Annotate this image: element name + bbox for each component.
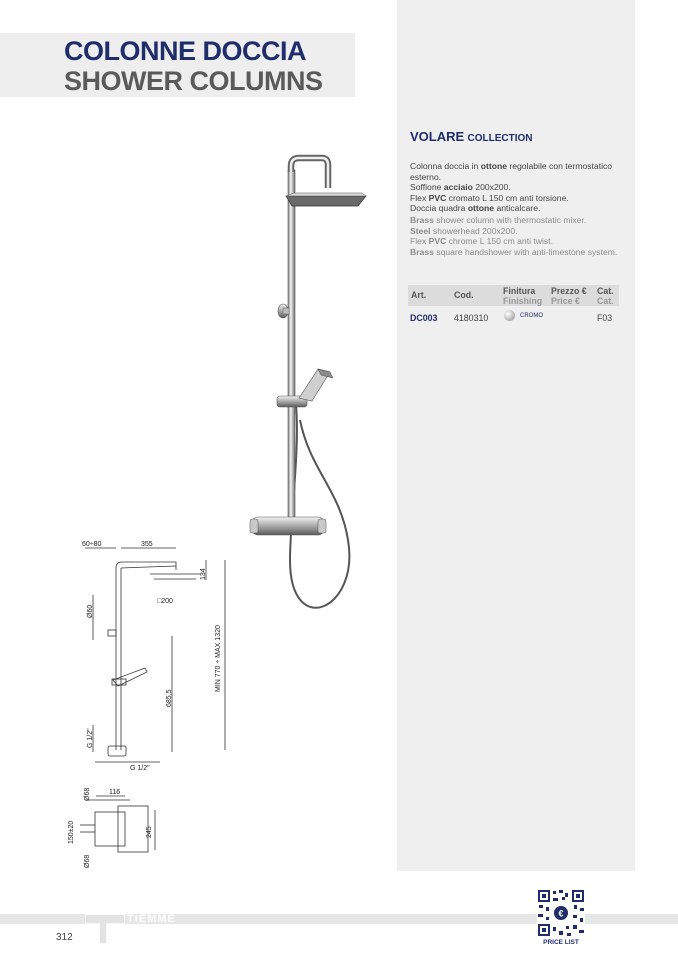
qr-code-icon[interactable] xyxy=(537,889,585,937)
header-price: Prezzo € Price € xyxy=(551,286,587,306)
dim-thread-horizontal: G 1/2" xyxy=(130,765,150,772)
description-english xyxy=(410,215,620,257)
brand-name: TIEMME xyxy=(127,913,176,925)
dim-mixer-depth: 116 xyxy=(109,789,121,796)
row-art: DC003 xyxy=(410,313,438,323)
dim-offset: 60÷80 xyxy=(82,541,102,548)
desc-line: Soffione acciaio 200x200. xyxy=(410,182,511,193)
collection-word: COLLECTION xyxy=(467,133,533,144)
desc-line: Flex PVC cromato L 150 cm anti torsione. xyxy=(410,192,569,203)
collection-heading xyxy=(410,129,533,144)
desc-line: Steel showerhead 200x200. xyxy=(410,225,518,236)
qr-label: PRICE LIST xyxy=(543,939,579,946)
dim-mixer-height: 245 xyxy=(146,826,153,838)
dim-thread-vertical: G 1/2" xyxy=(87,728,94,748)
page-number: 312 xyxy=(56,932,73,943)
row-cat: F03 xyxy=(597,313,613,323)
chrome-finish-swatch-icon xyxy=(504,310,515,321)
header-cod: Cod. xyxy=(454,290,474,300)
tiemme-logo-icon xyxy=(85,912,125,946)
description-italian xyxy=(410,161,620,214)
dim-head-height: 134 xyxy=(200,568,207,580)
technical-drawing xyxy=(60,530,240,875)
page-title-italian: COLONNE DOCCIA xyxy=(64,36,306,66)
dim-head-size: □200 xyxy=(157,598,173,605)
desc-line: Flex PVC chrome L 150 cm anti twist. xyxy=(410,236,553,247)
dim-inlet-spacing: 150±20 xyxy=(68,820,75,844)
dim-height-range: MIN 770 ÷ MAX 1320 xyxy=(215,625,222,692)
row-finish: CROMO xyxy=(520,313,543,319)
desc-line: Brass square handshower with anti-limestone system. xyxy=(410,246,618,257)
desc-line: Brass shower column with thermostatic mixer. xyxy=(410,215,587,225)
dim-slide-height: 685,5 xyxy=(166,689,173,707)
dim-bottom-dia: Ø68 xyxy=(84,854,91,868)
shower-column-illustration xyxy=(240,145,380,625)
header-cat: Cat. Cat. xyxy=(597,286,614,306)
collection-name: VOLARE xyxy=(410,129,465,144)
header-art: Art. xyxy=(411,290,427,300)
dim-arm-length: 355 xyxy=(141,541,153,548)
desc-line: Doccia quadra ottone anticalcare. xyxy=(410,203,541,214)
dim-top-dia: Ø68 xyxy=(84,787,91,801)
svg-text:€: € xyxy=(558,908,564,919)
dim-bracket-dia: Ø60 xyxy=(87,604,94,618)
page-title-english: SHOWER COLUMNS xyxy=(64,66,323,96)
row-cod: 4180310 xyxy=(454,313,489,323)
header-finish: Finitura Finishing xyxy=(503,286,543,306)
desc-line: Colonna doccia in ottone regolabile con termostatico esterno. xyxy=(410,161,613,182)
